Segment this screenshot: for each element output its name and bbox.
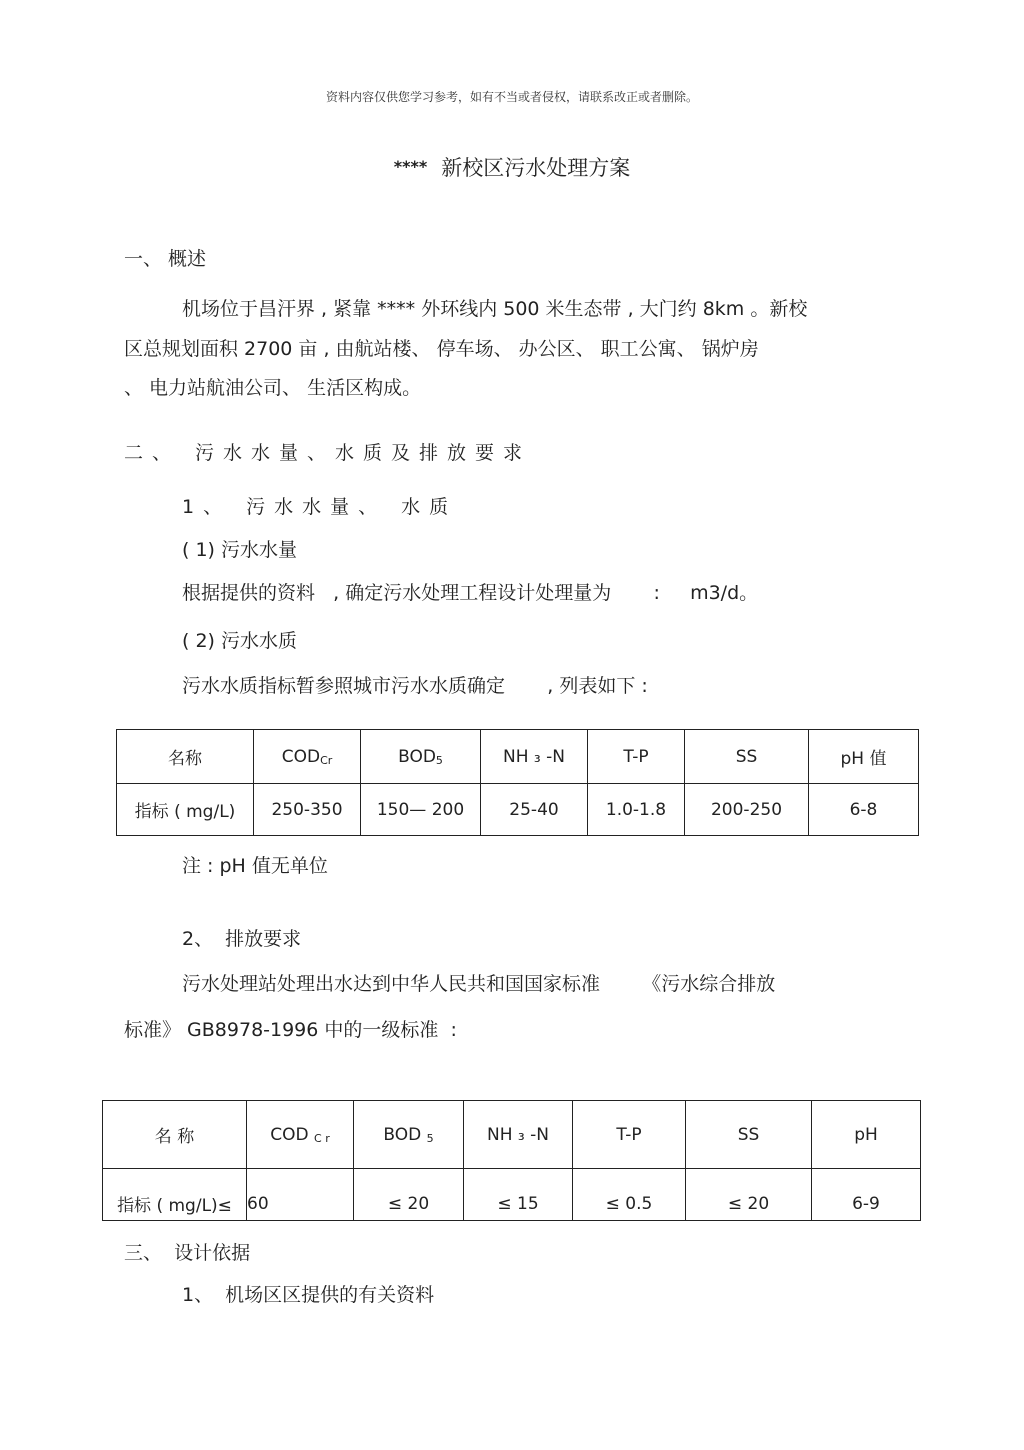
header-tp: T-P: [588, 730, 685, 784]
header-bod: BOD $_5$: [354, 1101, 464, 1169]
header-nh3n: NH ₃ -N: [481, 730, 588, 784]
cell-name: 指标 ( mg/L)≤: [103, 1169, 247, 1221]
header-name: 名称: [117, 730, 254, 784]
table-note: 注 : pH 值无单位: [182, 855, 328, 877]
table-row: [103, 1169, 921, 1221]
header-note: 资料内容仅供您学习参考，如有不当或者侵权，请联系改正或者删除。: [325, 90, 698, 104]
section-1-line-1: 机场位于昌汗界 , 紧靠 **** 外环线内 500 米生态带 , 大门约 8km 。新校: [182, 298, 808, 320]
table-header-row: [117, 730, 919, 784]
cell-cod: 250-350: [254, 784, 361, 836]
header-nh3n: NH ₃ -N: [464, 1101, 573, 1169]
discharge-standard-table: [102, 1100, 921, 1221]
cell-bod: 150— 200: [361, 784, 481, 836]
cell-name: 指标 ( mg/L): [117, 784, 254, 836]
page-title: [0, 152, 1024, 182]
discharge-line-2: 标准》 GB8978-1996 中的一级标准 :: [124, 1019, 457, 1041]
section-1-line-3: 、 电力站航油公司、 生活区构成。: [124, 377, 422, 399]
cell-tp: 1.0-1.8: [588, 784, 685, 836]
section-1-heading: 一、 概述: [124, 248, 207, 270]
header-tp: T-P: [573, 1101, 686, 1169]
header-cod: COD $_{C r}$: [247, 1101, 354, 1169]
header-cod: $COD_{Cr}$: [254, 730, 361, 784]
cell-nh3n: 25-40: [481, 784, 588, 836]
header-ss: SS: [685, 730, 809, 784]
section-2-sub-1: 1、 污水水量、 水质: [182, 496, 458, 518]
cell-ph: 6-9: [812, 1169, 921, 1221]
discharge-heading: 2、 排放要求: [182, 928, 302, 950]
cell-ph: 6-8: [809, 784, 919, 836]
title-stars: ****: [393, 157, 428, 176]
section-1-line-2: 区总规划面积 2700 亩 , 由航站楼、 停车场、 办公区、 职工公寓、 锅炉房: [124, 338, 759, 360]
header-name: 名 称: [103, 1101, 247, 1169]
water-quality-text: 污水水质指标暂参照城市污水水质确定 , 列表如下 :: [182, 675, 648, 697]
cell-tp: ≤ 0.5: [573, 1169, 686, 1221]
cell-ss: ≤ 20: [686, 1169, 812, 1221]
influent-quality-table: [116, 729, 919, 836]
discharge-line-1: 污水处理站处理出水达到中华人民共和国国家标准 《污水综合排放: [182, 973, 776, 995]
water-quality-heading: ( 2) 污水水质: [182, 630, 297, 652]
header-bod: $BOD_5$: [361, 730, 481, 784]
cell-nh3n: ≤ 15: [464, 1169, 573, 1221]
table-header-row: [103, 1101, 921, 1169]
header-ph: pH 值: [809, 730, 919, 784]
cell-ss: 200-250: [685, 784, 809, 836]
section-3-heading: 三、 设计依据: [124, 1242, 251, 1264]
section-2-heading: 二、 污水水量、水质及排放要求: [124, 442, 532, 464]
water-quantity-heading: ( 1) 污水水量: [182, 539, 297, 561]
header-ss: SS: [686, 1101, 812, 1169]
header-ph: pH: [812, 1101, 921, 1169]
water-quantity-text: 根据提供的资料 , 确定污水处理工程设计处理量为 : m3/d。: [182, 582, 759, 604]
title-text: 新校区污水处理方案: [441, 156, 631, 180]
section-3-sub-1: 1、 机场区区提供的有关资料: [182, 1284, 435, 1306]
cell-cod: 60: [247, 1169, 354, 1221]
table-row: [117, 784, 919, 836]
cell-bod: ≤ 20: [354, 1169, 464, 1221]
